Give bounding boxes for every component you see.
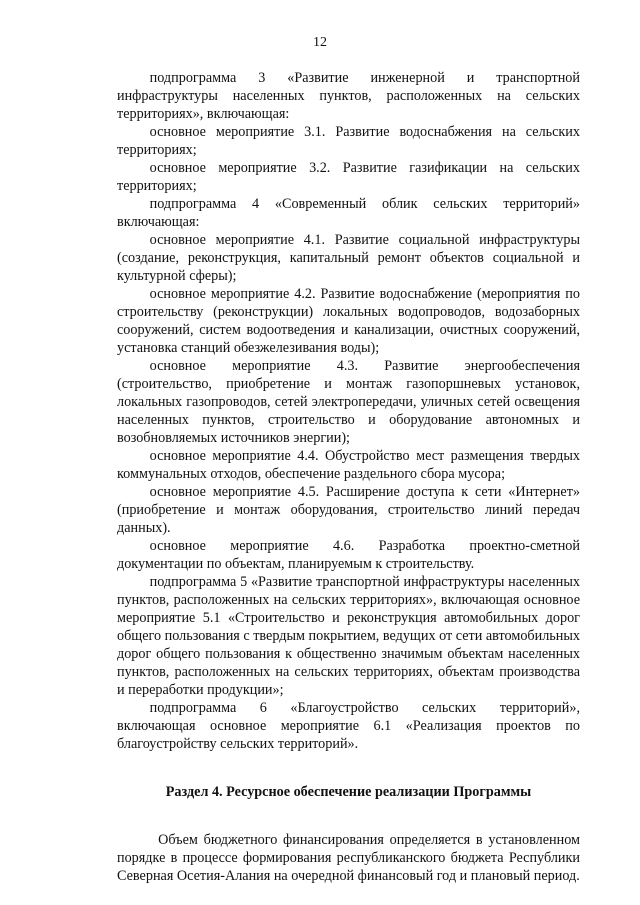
document-body	[117, 69, 580, 885]
paragraph-activity-3-1: основное мероприятие 3.1. Развитие водоснабжения на сельских территориях;	[117, 124, 580, 158]
paragraph-activity-4-2: основное мероприятие 4.2. Развитие водоснабжение (мероприятия по строительству (реконструкции) локальных водопроводов, водозаборных сооружений, систем водоотведения и канализации, очистных сооружений, установка станций обезжелезивания воды);	[117, 286, 580, 356]
paragraph-subprogram-3: подпрограмма 3 «Развитие инженерной и транспортной инфраструктуры населенных пунктов, расположенных на сельских территориях», включающая:	[117, 70, 580, 122]
paragraph-activity-4-3: основное мероприятие 4.3. Развитие энергообеспечения (строительство, приобретение и монтаж газопоршневых установок, локальных газопроводов, сетей электропередачи, уличных сетей освещения населенных пунктов, строительство и оборудование автономных и возобновляемых источников энергии);	[117, 358, 580, 446]
paragraph-subprogram-5: подпрограмма 5 «Развитие транспортной инфраструктуры населенных пунктов, расположенных на сельских территориях», включающая основное мероприятие 5.1 «Строительство и реконструкция автомобильных дорог общего пользования с твердым покрытием, ведущих от сети автомобильных дорог общего пользования к общественно значимым объектам населенных пунктов, расположенных на сельских территориях, объектам производства и переработки продукции»;	[117, 574, 580, 698]
paragraph-funding: Объем бюджетного финансирования определяется в установленном порядке в процессе формирования республиканского бюджета Республики Северная Осетия-Алания на очередной финансовый год и плановый период.	[117, 832, 580, 884]
section-title: Раздел 4. Ресурсное обеспечение реализации Программы	[165, 784, 532, 800]
paragraph-activity-4-5: основное мероприятие 4.5. Расширение доступа к сети «Интернет» (приобретение и монтаж оборудования, строительство линий передач данных).	[117, 484, 580, 536]
paragraph-subprogram-6: подпрограмма 6 «Благоустройство сельских территорий», включающая основное мероприятие 6.1 «Реализация проектов по благоустройству сельских территорий».	[117, 700, 580, 752]
paragraph-activity-4-4: основное мероприятие 4.4. Обустройство мест размещения твердых коммунальных отходов, обеспечение раздельного сбора мусора;	[117, 448, 580, 482]
paragraph-subprogram-4: подпрограмма 4 «Современный облик сельских территорий» включающая:	[117, 196, 580, 230]
page-number: 12	[313, 35, 327, 50]
paragraph-activity-4-1: основное мероприятие 4.1. Развитие социальной инфраструктуры (создание, реконструкция, капитальный ремонт объектов социальной и культурной сферы);	[117, 232, 580, 284]
paragraph-activity-3-2: основное мероприятие 3.2. Развитие газификации на сельских территориях;	[117, 160, 580, 194]
paragraph-activity-4-6: основное мероприятие 4.6. Разработка проектно-сметной документации по объектам, планируемым к строительству.	[117, 538, 580, 572]
